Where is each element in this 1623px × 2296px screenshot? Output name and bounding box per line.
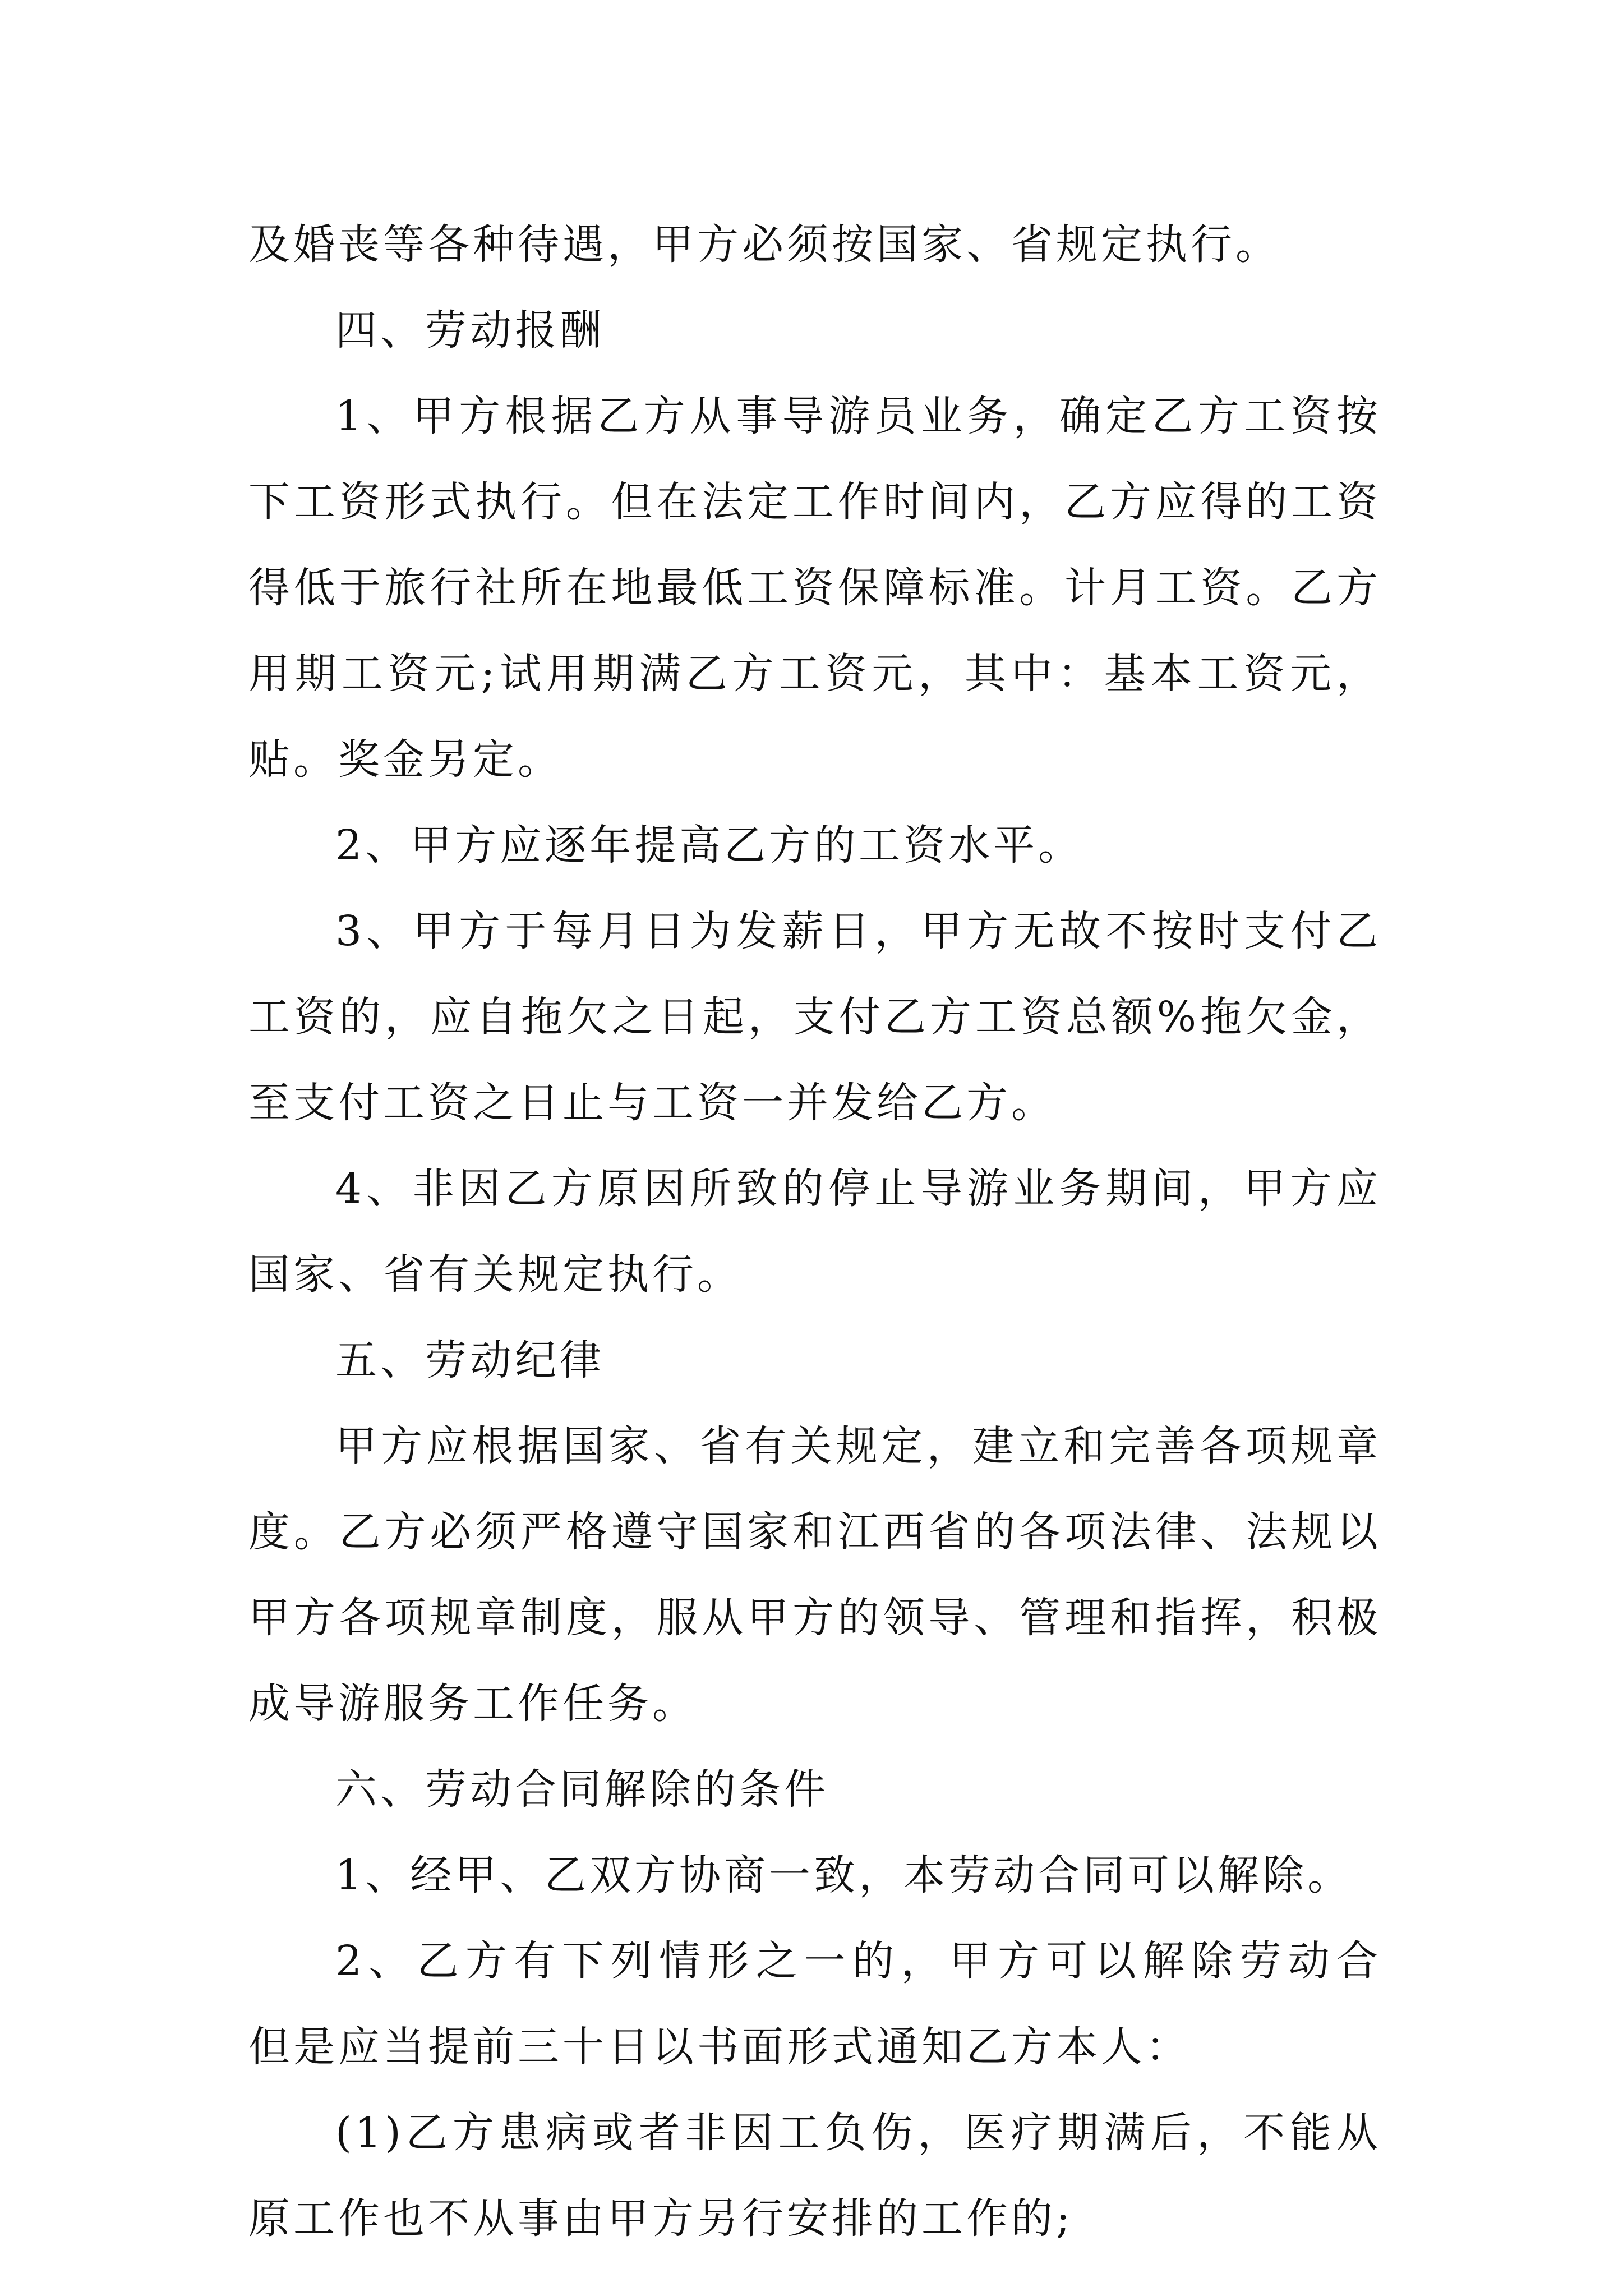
section-heading: 四、劳动报酬 [335, 306, 605, 355]
text-line: 度。乙方必须严格遵守国家和江西省的各项法律、法规以 [248, 1508, 1381, 1556]
text-line: 甲方应根据国家、省有关规定，建立和完善各项规章 [335, 1422, 1381, 1470]
text-line: 成导游服务工作任务。 [248, 1680, 697, 1728]
text-line: (1)乙方患病或者非因工负伤，医疗期满后，不能从 [335, 2109, 1381, 2157]
text-line: 国家、省有关规定执行。 [248, 1250, 742, 1299]
text-line: 1、甲方根据乙方从事导游员业务，确定乙方工资按 [335, 392, 1381, 440]
text-line: 下工资形式执行。但在法定工作时间内，乙方应得的工资 [248, 478, 1381, 526]
text-line: 2、甲方应逐年提高乙方的工资水平。 [335, 821, 1083, 869]
text-line: 但是应当提前三十日以书面形式通知乙方本人： [248, 2023, 1191, 2071]
text-line: 2、乙方有下列情形之一的，甲方可以解除劳动合 [335, 1937, 1381, 1985]
text-line: 甲方各项规章制度，服从甲方的领导、管理和指挥，积极 [248, 1594, 1381, 1642]
section-heading: 五、劳动纪律 [335, 1336, 605, 1384]
text-line: 得低于旅行社所在地最低工资保障标准。计月工资。乙方 [248, 564, 1381, 612]
text-line: 1、经甲、乙双方协商一致，本劳动合同可以解除。 [335, 1851, 1353, 1899]
text-line: 4、非因乙方原因所致的停止导游业务期间，甲方应 [335, 1165, 1381, 1213]
text-line: 3、甲方于每月日为发薪日，甲方无故不按时支付乙 [335, 907, 1381, 955]
text-line: 至支付工资之日止与工资一并发给乙方。 [248, 1079, 1056, 1127]
document-body [248, 202, 1381, 2262]
section-heading: 六、劳动合同解除的条件 [335, 1765, 829, 1814]
text-line: 用期工资元;试用期满乙方工资元，其中：基本工资元， [248, 650, 1381, 698]
text-line: 贴。奖金另定。 [248, 735, 562, 784]
text-line: 工资的，应自拖欠之日起，支付乙方工资总额%拖欠金， [248, 993, 1381, 1041]
text-line: 及婚丧等各种待遇，甲方必须按国家、省规定执行。 [248, 220, 1280, 269]
text-line: 原工作也不从事由甲方另行安排的工作的; [248, 2194, 1073, 2243]
